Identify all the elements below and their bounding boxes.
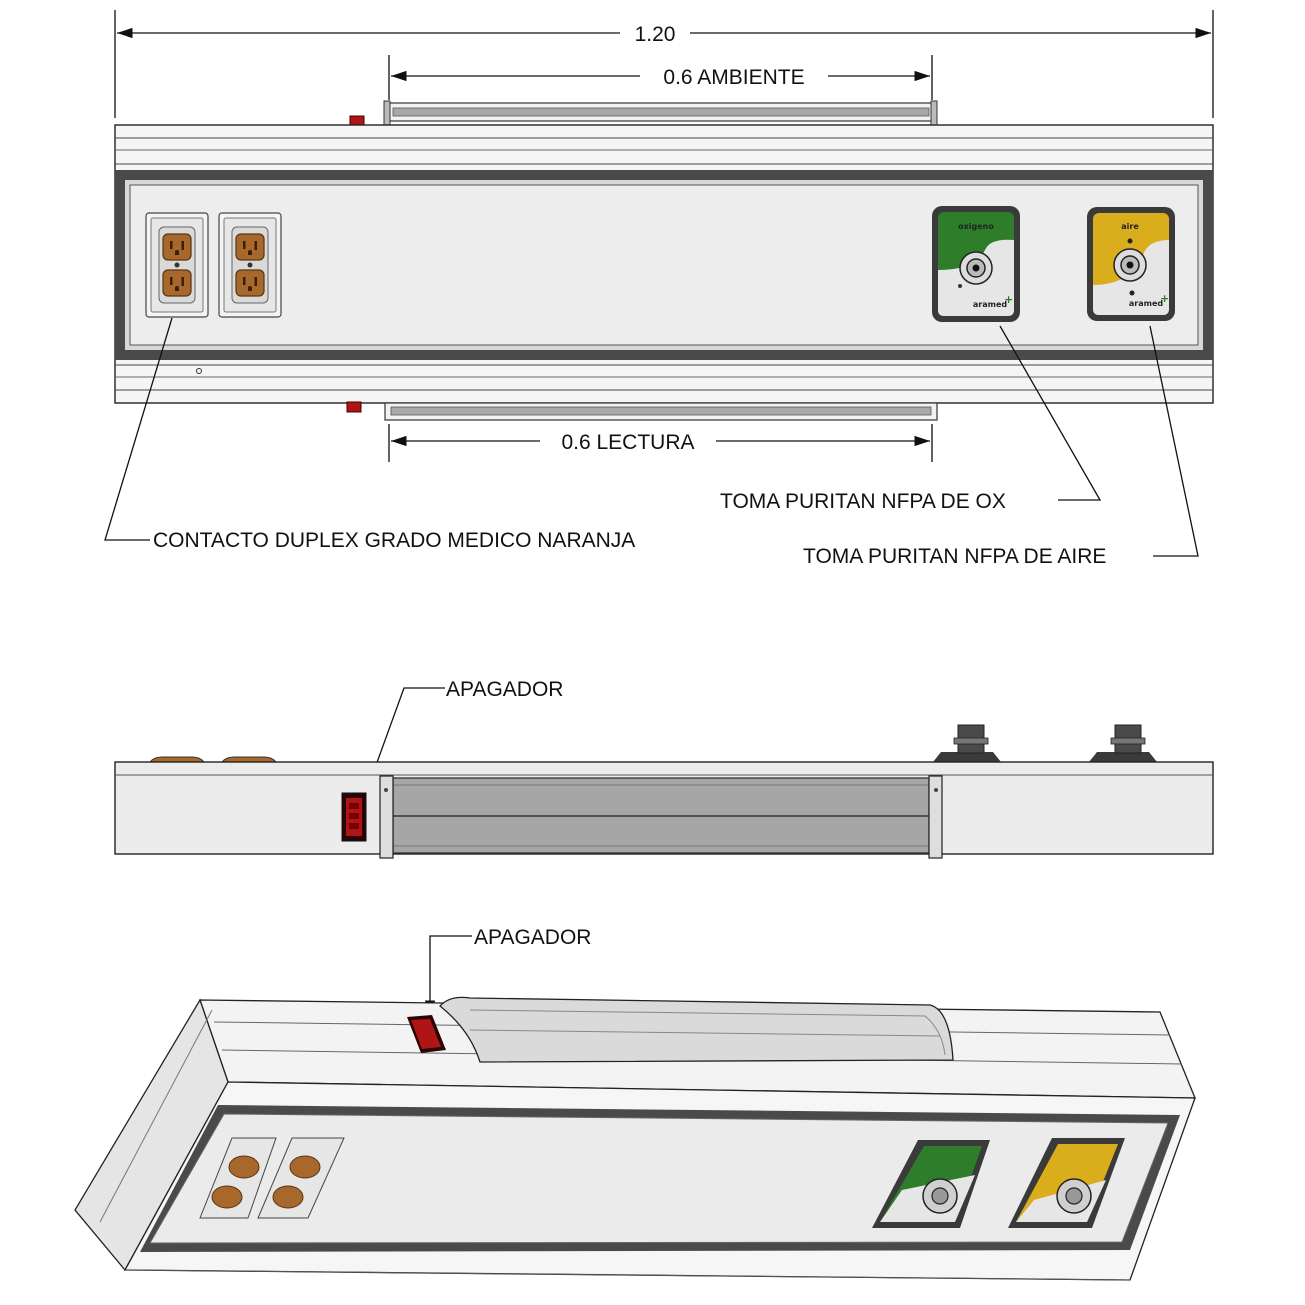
air-outlet-side: [1089, 725, 1157, 762]
light-tube-side: [380, 776, 942, 858]
oxygen-plate-label: oxigeno: [958, 222, 994, 231]
oxygen-plate-brand: aramed: [972, 300, 1008, 309]
air-plate-label: aire: [1121, 222, 1139, 231]
callout-air-outlet: TOMA PURITAN NFPA DE AIRE: [803, 545, 1107, 568]
side-view: [115, 678, 1213, 858]
air-plate-brand: aramed: [1128, 299, 1164, 308]
duplex-outlet-2: [219, 213, 281, 317]
dim-reading-light: 0.6 LECTURA: [561, 431, 695, 454]
duplex-outlet-1: [146, 213, 208, 317]
dim-ambient-light: 0.6 AMBIENTE: [663, 66, 805, 89]
isometric-view: [75, 926, 1195, 1280]
light-tube-iso: [440, 997, 953, 1062]
callout-duplex-outlet: CONTACTO DUPLEX GRADO MEDICO NARANJA: [153, 529, 636, 552]
callout-switch-iso: APAGADOR: [474, 926, 592, 949]
reading-light-tube: [385, 403, 937, 420]
brand-plus-icon: +: [1160, 292, 1170, 305]
brand-plus-icon: +: [1004, 293, 1014, 306]
switch-red-bottom: [347, 402, 361, 412]
callout-switch-side: APAGADOR: [446, 678, 564, 701]
callout-oxygen-outlet: TOMA PURITAN NFPA DE OX: [720, 490, 1006, 513]
oxygen-outlet-plate: [932, 206, 1020, 322]
ambient-light-tube: [384, 101, 937, 127]
dim-total-width: 1.20: [634, 23, 676, 46]
switch-red-top: [350, 116, 364, 125]
air-outlet-plate: [1087, 207, 1175, 321]
oxygen-outlet-side: [933, 725, 1001, 762]
front-view: [105, 10, 1213, 568]
